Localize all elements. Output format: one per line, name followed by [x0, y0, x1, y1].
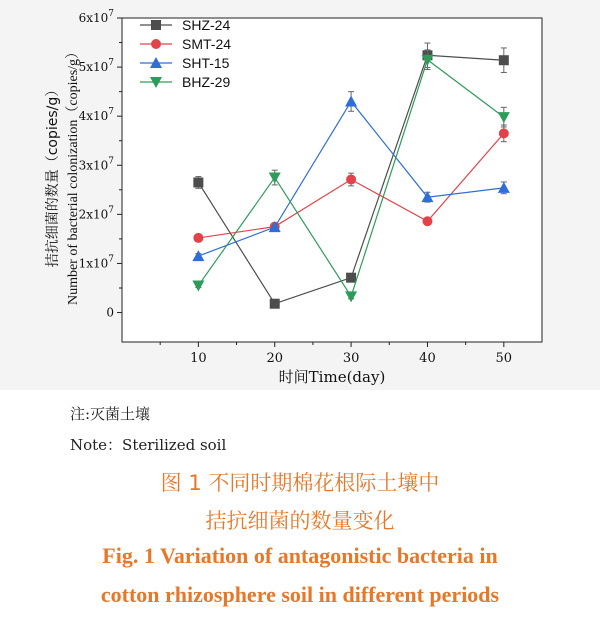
x-tick-label: 20 — [266, 351, 284, 366]
note-cn: 注:灭菌土壤 — [70, 405, 151, 423]
caption-cn-line2: 拮抗细菌的数量变化 — [205, 509, 395, 533]
y-tick-label: $2x10^7$ — [78, 205, 114, 222]
caption-en-line2: cotton rhizosphere soil in different periods — [100, 582, 500, 607]
x-tick-label: 10 — [190, 351, 207, 366]
data-point — [499, 128, 509, 138]
legend-marker — [151, 20, 161, 30]
data-point — [193, 177, 203, 187]
legend-marker — [151, 39, 161, 49]
y-axis-label-cn: 拮抗细菌的数量（copies/g） — [45, 82, 61, 268]
x-tick-label: 50 — [495, 351, 513, 366]
legend-label: SMT-24 — [182, 36, 232, 52]
note-en: Note：Sterilized soil — [70, 436, 227, 454]
y-tick-label: $6x10^7$ — [78, 9, 114, 25]
caption-en-line1: Fig. 1 Variation of antagonistic bacteria in — [102, 543, 498, 568]
y-tick-label: 0 — [106, 305, 114, 320]
data-point — [270, 299, 280, 309]
x-axis-label: 时间Time(day) — [278, 368, 386, 386]
data-point — [499, 55, 509, 65]
legend-label: BHZ-29 — [182, 74, 231, 90]
x-tick-label: 40 — [419, 351, 436, 366]
data-point — [346, 273, 356, 283]
y-tick-label: $4x10^7$ — [78, 107, 114, 124]
y-axis-label-en: Number of bacterial colonization（copies/g） — [66, 44, 81, 306]
data-point — [422, 216, 432, 226]
data-point — [193, 233, 203, 243]
legend-label: SHT-15 — [182, 55, 230, 71]
legend-label: SHZ-24 — [182, 17, 231, 33]
y-tick-label: $5x10^7$ — [78, 58, 114, 75]
x-tick-label: 30 — [342, 351, 360, 366]
y-tick-label: $1x10^7$ — [78, 254, 114, 271]
y-tick-label: $3x10^7$ — [78, 156, 114, 173]
caption-cn-line1: 图 1 不同时期棉花根际土壤中 — [160, 471, 440, 495]
data-point — [346, 175, 356, 185]
